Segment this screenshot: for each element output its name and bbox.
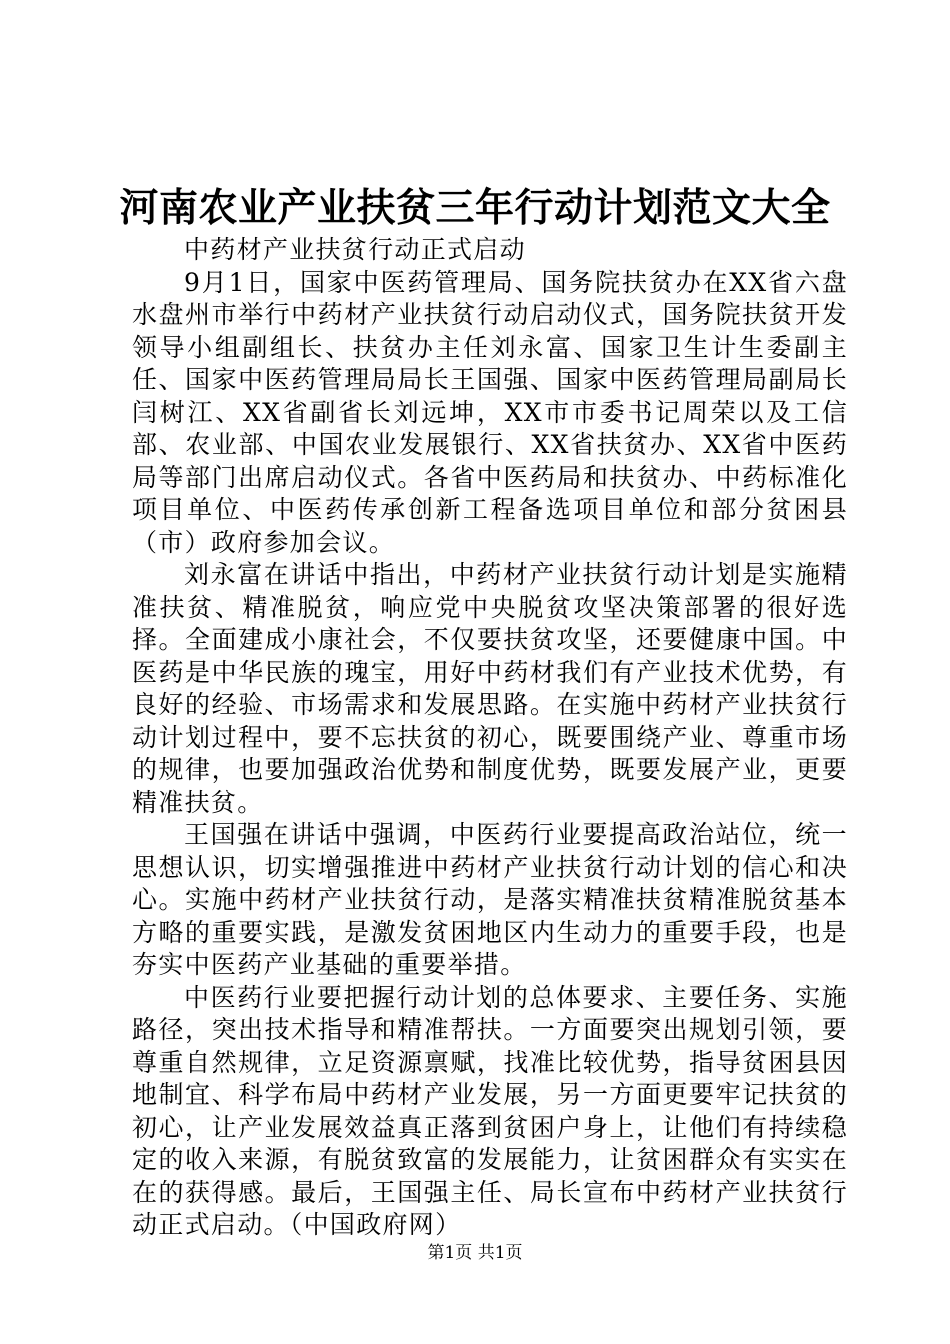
paragraph: 刘永富在讲话中指出，中药材产业扶贫行动计划是实施精准扶贫、精准脱贫，响应党中央脱贫攻坚决策部署的很好选择。全面建成小康社会，不仅要扶贫攻坚，还要健康中国。中医药是中华民族的瑰宝，用好中药材我们有产业技术优势，有良好的经验、市场需求和发展思路。在实施中药材产业扶贫行动计划过程中，要不忘扶贫的初心，既要围绕产业、尊重市场的规律，也要加强政治优势和制度优势，既要发展产业，更要精准扶贫。 [132,560,848,817]
paragraph: 王国强在讲话中强调，中医药行业要提高政治站位，统一思想认识，切实增强推进中药材产业扶贫行动计划的信心和决心。实施中药材产业扶贫行动，是落实精准扶贫精准脱贫基本方略的重要实践，是激发贫困地区内生动力的重要手段，也是夯实中医药产业基础的重要举措。 [132,820,848,979]
document-body [132,234,848,1242]
page-footer: 第1页 共1页 [427,1243,523,1263]
paragraph-subtitle: 中药材产业扶贫行动正式启动 [184,235,526,264]
paragraph: 9月1日，国家中医药管理局、国务院扶贫办在XX省六盘水盘州市举行中药材产业扶贫行动启动仪式，国务院扶贫开发领导小组副组长、扶贫办主任刘永富、国家卫生计生委副主任、国家中医药管理局局长王国强、国家中医药管理局副局长闫树江、XX省副省长刘远坤，XX市市委书记周荣以及工信部、农业部、中国农业发展银行、XX省扶贫办、XX省中医药局等部门出席启动仪式。各省中医药局和扶贫办、中药标准化项目单位、中医药传承创新工程备选项目单位和部分贫困县（市）政府参加会议。 [132,267,848,557]
paragraph: 中医药行业要把握行动计划的总体要求、主要任务、实施路径，突出技术指导和精准帮扶。一方面要突出规划引领，要尊重自然规律，立足资源禀赋，找准比较优势，指导贫困县因地制宜、科学布局中药材产业发展，另一方面更要牢记扶贫的初心，让产业发展效益真正落到贫困户身上，让他们有持续稳定的收入来源，有脱贫致富的发展能力，让贫困群众有实实在在的获得感。最后，王国强主任、局长宣布中药材产业扶贫行动正式启动。（中国政府网） [132,982,848,1239]
document-title: 河南农业产业扶贫三年行动计划范文大全 [119,186,831,231]
